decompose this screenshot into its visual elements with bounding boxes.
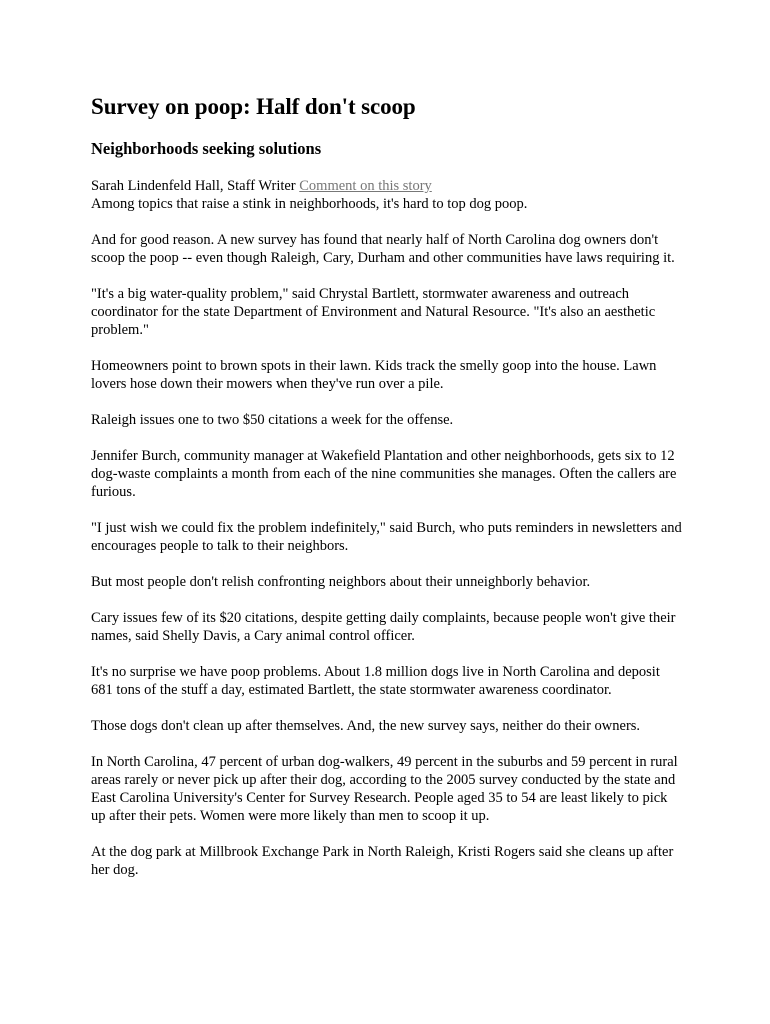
paragraph-1: Among topics that raise a stink in neighborhoods, it's hard to top dog poop.	[91, 196, 528, 212]
headline: Survey on poop: Half don't scoop	[91, 94, 416, 119]
comment-link[interactable]: Comment on this story	[299, 178, 432, 194]
subheadline: Neighborhoods seeking solutions	[91, 139, 322, 158]
paragraph-5: Raleigh issues one to two $50 citations a week for the offense.	[91, 412, 454, 428]
article-body	[91, 195, 682, 879]
paragraph-13: At the dog park at Millbrook Exchange Park in North Raleigh, Kristi Rogers said she cleans up after her dog.	[91, 844, 674, 878]
paragraph-10: It's no surprise we have poop problems. About 1.8 million dogs live in North Carolina and deposit 681 tons of the stuff a day, estimated Bartlett, the state stormwater awareness coordinator.	[91, 664, 660, 698]
paragraph-7: "I just wish we could fix the problem indefinitely," said Burch, who puts reminders in newsletters and encourages people to talk to their neighbors.	[91, 520, 682, 554]
paragraph-11: Those dogs don't clean up after themselves. And, the new survey says, neither do their owners.	[91, 718, 641, 734]
byline-author: Sarah Lindenfeld Hall, Staff Writer	[91, 178, 296, 194]
paragraph-2: And for good reason. A new survey has found that nearly half of North Carolina dog owners don't scoop the poop -- even though Raleigh, Cary, Durham and other communities have laws requiring it.	[91, 232, 675, 266]
byline-block	[91, 177, 682, 195]
paragraph-4: Homeowners point to brown spots in their lawn. Kids track the smelly goop into the house. Lawn lovers hose down their mowers when they've run over a pile.	[91, 358, 657, 392]
paragraph-9: Cary issues few of its $20 citations, despite getting daily complaints, because people won't give their names, said Shelly Davis, a Cary animal control officer.	[91, 610, 676, 644]
paragraph-8: But most people don't relish confronting neighbors about their unneighborly behavior.	[91, 574, 591, 590]
paragraph-6: Jennifer Burch, community manager at Wakefield Plantation and other neighborhoods, gets six to 12 dog-waste complaints a month from each of the nine communities she manages. Often the callers are furious.	[91, 448, 677, 500]
paragraph-3: "It's a big water-quality problem," said Chrystal Bartlett, stormwater awareness and outreach coordinator for the state Department of Environment and Natural Resource. "It's also an aesthetic problem."	[91, 286, 656, 338]
paragraph-12: In North Carolina, 47 percent of urban dog-walkers, 49 percent in the suburbs and 59 percent in rural areas rarely or never pick up after their dog, according to the 2005 survey conducted by the state and East Carolina University's Center for Survey Research. People aged 35 to 54 are least likely to pick up after their pets. Women were more likely than men to scoop it up.	[91, 754, 678, 824]
